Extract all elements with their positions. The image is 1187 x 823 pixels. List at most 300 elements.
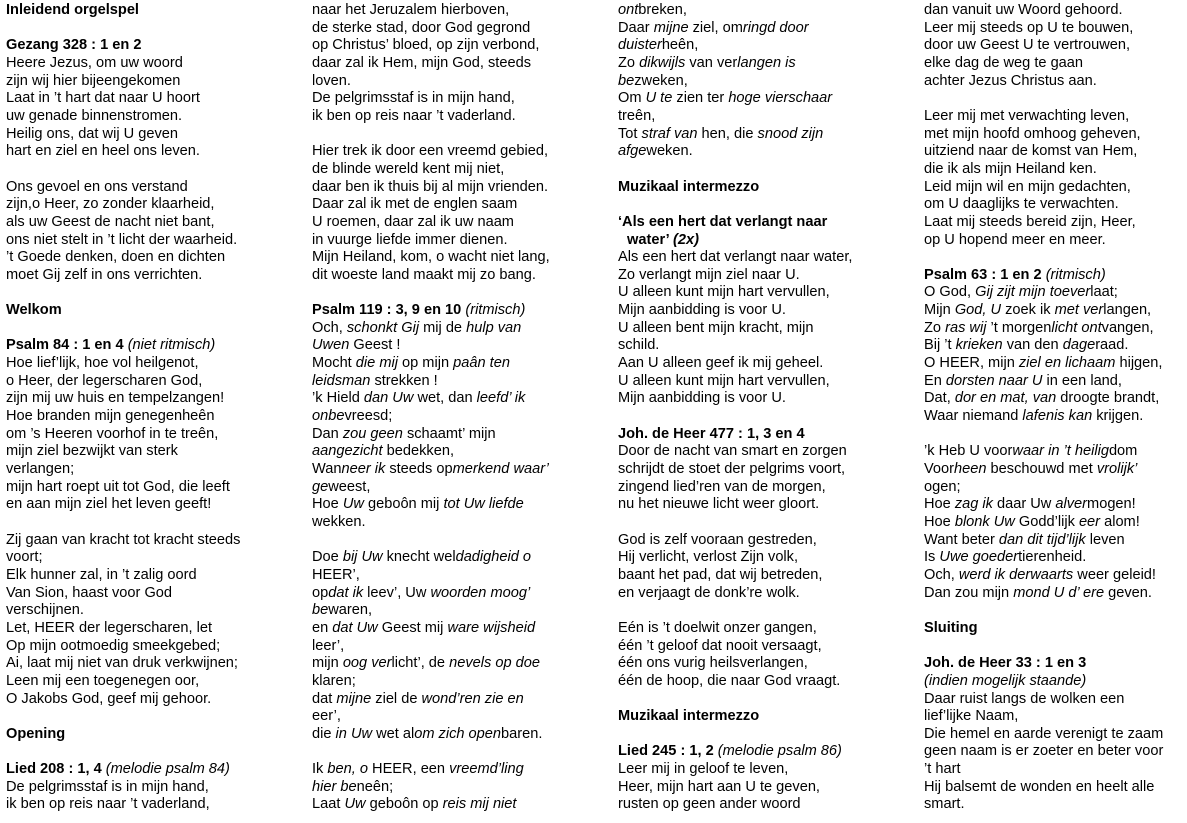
text-segment: Psalm 84 : 1 en 4 — [6, 337, 128, 354]
text-segment: alver — [1055, 496, 1088, 513]
text-line — [618, 37, 920, 55]
text-segment: ogen; — [924, 478, 961, 495]
text-segment: loven. — [312, 72, 351, 89]
text-line — [6, 761, 306, 779]
text-segment: Welkom — [6, 302, 62, 319]
text-segment: bij Uw — [342, 549, 383, 566]
text-line — [6, 620, 306, 638]
text-line — [312, 638, 614, 656]
text-segment: met mijn hoofd omhoog geheven, — [924, 125, 1141, 142]
blank-line — [312, 126, 614, 144]
text-segment: ben, o — [327, 761, 368, 778]
text-line — [6, 355, 306, 373]
text-line — [924, 337, 1186, 355]
text-segment: hen, die — [697, 125, 758, 142]
text-segment: Laat — [312, 796, 345, 813]
blank-line — [6, 320, 306, 338]
text-segment: treên, — [618, 107, 656, 124]
text-segment: dorsten naar U — [945, 372, 1043, 389]
text-line — [924, 779, 1186, 797]
text-line — [618, 249, 920, 267]
text-segment: leidsman — [312, 372, 371, 389]
text-line — [312, 179, 614, 197]
text-segment: mijne — [336, 690, 372, 707]
blank-line — [924, 426, 1186, 444]
text-line — [6, 638, 306, 656]
text-segment: eer — [1078, 513, 1101, 530]
text-segment: om U daaglijks te verwachten. — [924, 196, 1119, 213]
text-line — [6, 214, 306, 232]
text-line — [924, 302, 1186, 320]
text-segment: U roemen, daar zal ik uw naam — [312, 213, 514, 230]
text-segment: leev’, Uw — [363, 584, 431, 601]
text-segment: Uwe goeder — [939, 549, 1019, 566]
text-segment: licht ont — [1051, 319, 1102, 336]
text-line — [6, 426, 306, 444]
text-line — [924, 673, 1186, 691]
text-segment: Tot — [618, 125, 642, 142]
text-segment: Als een hert dat verlangt naar water, — [618, 249, 853, 266]
text-segment: Elk hunner zal, in ’t zalig oord — [6, 566, 197, 583]
text-line — [924, 390, 1186, 408]
text-segment: de blinde wereld kent mij niet, — [312, 160, 505, 177]
text-segment: Gezang 328 : 1 en 2 — [6, 37, 142, 54]
text-line — [618, 443, 920, 461]
text-segment: ’t Goede denken, doen en dichten — [6, 249, 226, 266]
text-segment: dom — [1108, 443, 1138, 460]
text-segment: Leid mijn wil en mijn gedachten, — [924, 178, 1131, 195]
text-line — [924, 232, 1186, 250]
text-line — [618, 549, 920, 567]
text-segment: op mijn — [397, 355, 454, 372]
text-segment: daar ben ik thuis bij al mijn vrienden. — [312, 178, 549, 195]
text-segment: zien ter — [672, 90, 729, 107]
text-segment: o Heer, der legerscharen God, — [6, 372, 203, 389]
text-segment: afge — [618, 143, 647, 160]
blank-line — [618, 161, 920, 179]
text-segment: Doe — [312, 549, 343, 566]
text-segment: Mijn aanbidding is voor U. — [618, 390, 786, 407]
text-segment: Mijn — [924, 302, 955, 319]
text-segment: die ik als mijn Heiland ken. — [924, 160, 1097, 177]
text-segment: breken, — [638, 2, 687, 18]
text-line — [924, 708, 1186, 726]
text-segment: naar het Jeruzalem hierboven, — [312, 2, 510, 18]
text-line — [6, 796, 306, 814]
text-segment: op Christus’ bloed, op zijn verbond, — [312, 37, 540, 54]
text-segment: Uw — [342, 496, 364, 513]
text-line — [312, 55, 614, 73]
text-line — [924, 284, 1186, 302]
text-line — [924, 761, 1186, 779]
text-line — [924, 20, 1186, 38]
text-segment: Joh. de Heer 477 : 1, 3 en 4 — [618, 425, 805, 442]
text-line — [618, 143, 920, 161]
text-line — [618, 267, 920, 285]
text-line — [312, 443, 614, 461]
text-segment: vreemd’ling — [449, 761, 524, 778]
text-segment: dat ik — [328, 584, 364, 601]
text-line — [312, 655, 614, 673]
text-line — [924, 2, 1186, 20]
text-segment: lafenis kan — [1022, 408, 1093, 425]
text-line — [618, 779, 920, 797]
text-segment: water’ — [627, 231, 673, 248]
text-line — [312, 232, 614, 250]
text-line — [924, 585, 1186, 603]
text-line — [312, 302, 614, 320]
text-segment: neên; — [356, 778, 394, 795]
text-line — [312, 355, 614, 373]
text-segment: ons niet stelt in ’t licht der waarheid. — [6, 231, 238, 248]
text-line — [312, 426, 614, 444]
section-heading — [6, 37, 306, 55]
text-segment: ik ben op reis naar ’t vaderland, — [6, 796, 210, 813]
text-line — [6, 143, 306, 161]
text-line — [312, 585, 614, 603]
text-line — [924, 496, 1186, 514]
text-segment: God, U — [954, 302, 1002, 319]
text-segment: dan dit tijd’lijk — [998, 531, 1086, 548]
text-segment: Van Sion, haast voor God — [6, 584, 173, 601]
text-line — [618, 655, 920, 673]
text-line — [6, 602, 306, 620]
text-line — [312, 779, 614, 797]
text-line — [924, 532, 1186, 550]
text-line — [6, 479, 306, 497]
text-segment: Mijn aanbidding is voor U. — [618, 302, 786, 319]
text-segment: Daar zal ik met de englen saam — [312, 196, 518, 213]
text-line — [924, 108, 1186, 126]
column-3 — [618, 2, 920, 814]
text-segment: ’t morgen — [986, 319, 1052, 336]
text-segment: Die hemel en aarde verenigt te zaam — [924, 725, 1164, 742]
text-segment: schaamt’ mijn — [402, 425, 496, 442]
text-line — [6, 496, 306, 514]
text-line — [312, 214, 614, 232]
text-segment: hulp van — [466, 319, 522, 336]
text-line — [6, 108, 306, 126]
text-segment: U te — [645, 90, 673, 107]
blank-line — [6, 20, 306, 38]
text-line — [618, 2, 920, 20]
text-line — [312, 37, 614, 55]
text-segment: van ver — [685, 54, 738, 71]
text-segment: rusten op geen ander woord — [618, 796, 801, 813]
text-segment: Ons gevoel en ons verstand — [6, 178, 188, 195]
text-line — [6, 532, 306, 550]
text-segment: ik ben op reis naar ’t vaderland. — [312, 107, 516, 124]
text-line — [312, 549, 614, 567]
text-segment: ware wijsheid — [447, 619, 536, 636]
text-line — [6, 390, 306, 408]
text-segment: wekken. — [312, 514, 366, 530]
text-segment: zou geen — [342, 425, 403, 442]
text-line — [312, 337, 614, 355]
text-line — [6, 90, 306, 108]
text-line — [618, 479, 920, 497]
text-segment: U alleen kunt mijn hart vervullen, — [618, 372, 830, 389]
text-segment: ’k Hield — [312, 390, 364, 407]
text-segment: mij de — [419, 319, 467, 336]
section-heading — [618, 179, 920, 197]
text-line — [312, 390, 614, 408]
text-line — [312, 161, 614, 179]
text-segment: Muzikaal intermezzo — [618, 178, 760, 195]
text-line — [924, 796, 1186, 814]
text-line — [924, 179, 1186, 197]
blank-line — [924, 638, 1186, 656]
text-segment: dit woeste land maakt mij zo bang. — [312, 266, 536, 283]
text-segment: schonkt Gij — [346, 319, 420, 336]
text-segment: Mijn Heiland, kom, o wacht niet lang, — [312, 249, 550, 266]
text-segment: licht’, de — [391, 655, 450, 672]
text-segment: Lied 245 : 1, 2 — [618, 743, 718, 760]
text-segment: knecht wel — [382, 549, 456, 566]
text-segment: mijn — [312, 655, 343, 672]
blank-line — [618, 196, 920, 214]
text-segment: schrijdt de stoet der pelgrims voort, — [618, 461, 846, 478]
text-line — [618, 761, 920, 779]
text-segment: die mij — [355, 355, 398, 372]
text-segment: Hoe — [924, 496, 955, 513]
text-segment: uitziend naar de komst van Hem, — [924, 143, 1138, 160]
text-segment: Godd’lijk — [1014, 513, 1079, 530]
blank-line — [6, 161, 306, 179]
text-segment: Hoe — [312, 496, 343, 513]
text-line — [924, 355, 1186, 373]
text-segment: Door de nacht van smart en zorgen — [618, 443, 847, 460]
text-line — [924, 267, 1186, 285]
text-segment: die — [312, 725, 336, 742]
text-segment: heen — [954, 461, 987, 478]
text-line — [312, 108, 614, 126]
text-line — [312, 673, 614, 691]
text-line — [618, 302, 920, 320]
text-segment: dan Uw — [363, 390, 414, 407]
text-segment: Voor — [924, 461, 955, 478]
blank-line — [618, 408, 920, 426]
text-segment: op — [312, 584, 329, 601]
text-segment: waar in ’t heilig — [1012, 443, 1109, 460]
text-segment: O HEER, mijn — [924, 355, 1019, 372]
text-line — [924, 479, 1186, 497]
text-segment: mogen! — [1087, 496, 1136, 513]
text-segment: de sterke stad, door God gegrond — [312, 19, 531, 36]
text-line — [924, 73, 1186, 91]
text-segment: Psalm 63 : 1 en 2 — [924, 266, 1046, 283]
text-line — [924, 408, 1186, 426]
text-segment: Opening — [6, 725, 66, 742]
text-line — [6, 549, 306, 567]
text-line — [6, 196, 306, 214]
text-line — [6, 691, 306, 709]
text-segment: Dat, — [924, 390, 955, 407]
text-segment: geboôn op — [365, 796, 443, 813]
text-segment: leven — [1085, 531, 1125, 548]
text-segment: alom! — [1100, 513, 1140, 530]
text-segment: Uw — [344, 796, 366, 813]
text-line — [6, 126, 306, 144]
text-line — [924, 461, 1186, 479]
text-line — [618, 284, 920, 302]
blank-line — [6, 743, 306, 761]
text-segment: Eén is ’t doelwit onzer gangen, — [618, 619, 817, 636]
text-segment: (melodie psalm 84) — [105, 761, 230, 778]
text-line — [618, 620, 920, 638]
text-line — [924, 691, 1186, 709]
text-segment: Daar ruist langs de wolken een — [924, 690, 1125, 707]
text-segment: zingend lied’ren van de morgen, — [618, 478, 826, 495]
text-segment: voort; — [6, 549, 43, 566]
blank-line — [6, 708, 306, 726]
text-segment: leer’, — [312, 637, 345, 654]
text-segment: Geest mij — [377, 619, 448, 636]
text-line — [618, 73, 920, 91]
text-segment: weer geleid! — [1073, 566, 1156, 583]
text-segment: Sluiting — [924, 619, 978, 636]
text-segment: hier be — [312, 778, 357, 795]
text-segment: tot Uw liefde — [443, 496, 524, 513]
text-segment: paân ten — [453, 355, 510, 372]
text-segment: U alleen bent mijn kracht, mijn — [618, 319, 814, 336]
text-segment: Dan zou mijn — [924, 584, 1014, 601]
text-segment: één de hoop, die naar God vraagt. — [618, 672, 841, 689]
text-segment: nevels op doe — [449, 655, 540, 672]
text-line — [6, 673, 306, 691]
text-segment: zijn mij uw huis en tempelzangen! — [6, 390, 225, 407]
text-segment: be — [312, 602, 329, 619]
text-segment: mijne — [653, 19, 689, 36]
text-segment: Heere Jezus, om uw woord — [6, 54, 183, 71]
text-segment: dadigheid o — [455, 549, 532, 566]
text-segment: Want beter — [924, 531, 999, 548]
blank-line — [6, 284, 306, 302]
text-segment: dan vanuit uw Woord gehoord. — [924, 2, 1123, 18]
text-segment: (ritmisch) — [1045, 266, 1106, 283]
text-segment: Heilig ons, dat wij U geven — [6, 125, 178, 142]
text-segment: mond U d’ ere — [1013, 584, 1105, 601]
text-segment: bedekken, — [382, 443, 454, 460]
text-segment: zoek ik — [1001, 302, 1055, 319]
text-segment: dikwijls — [639, 54, 686, 71]
text-line — [924, 126, 1186, 144]
text-segment: vreesd; — [344, 408, 393, 425]
text-line — [312, 196, 614, 214]
text-segment: straf van — [641, 125, 698, 142]
text-segment: Hoe branden mijn genegenheên — [6, 408, 215, 425]
text-segment: ras wij — [945, 319, 987, 336]
text-segment: Dan — [312, 425, 343, 442]
text-line — [618, 673, 920, 691]
text-segment: dage — [1062, 337, 1096, 354]
text-segment: ziel de — [371, 690, 422, 707]
blank-line — [618, 726, 920, 744]
text-segment: snood zijn — [757, 125, 824, 142]
text-segment: waren, — [328, 602, 373, 619]
text-segment: uw genade binnenstromen. — [6, 107, 183, 124]
text-line — [312, 73, 614, 91]
text-segment: langen, — [1103, 302, 1152, 319]
text-line — [924, 320, 1186, 338]
text-segment: ’t hart — [924, 761, 961, 778]
text-line — [924, 161, 1186, 179]
text-segment: leefd’ ik — [476, 390, 526, 407]
text-segment: Leer mij steeds op U te bouwen, — [924, 19, 1134, 36]
text-line — [312, 726, 614, 744]
text-line — [6, 567, 306, 585]
text-line — [924, 567, 1186, 585]
blank-line — [618, 691, 920, 709]
text-line — [618, 108, 920, 126]
text-line — [924, 373, 1186, 391]
text-line — [618, 638, 920, 656]
text-line — [618, 320, 920, 338]
column-2 — [312, 2, 614, 814]
text-segment: (ritmisch) — [465, 302, 526, 319]
text-segment: neer ik — [341, 461, 386, 478]
text-segment: zweken, — [634, 72, 688, 89]
text-line — [924, 214, 1186, 232]
text-segment: (indien mogelijk staande) — [924, 672, 1087, 689]
text-segment: langen is — [737, 54, 796, 71]
text-segment: be — [618, 72, 635, 89]
text-segment: Geest ! — [349, 337, 401, 354]
text-line — [618, 585, 920, 603]
text-segment: (2x) — [672, 231, 699, 248]
blank-line — [618, 602, 920, 620]
text-line — [312, 249, 614, 267]
text-segment: blonk Uw — [954, 513, 1015, 530]
text-segment: wet al — [372, 725, 415, 742]
text-segment: weest, — [328, 478, 371, 495]
text-line — [312, 708, 614, 726]
text-segment: Ik — [312, 761, 328, 778]
text-segment: in een land, — [1042, 372, 1122, 389]
text-line — [6, 585, 306, 603]
text-segment: Gij zijt mijn toever — [975, 284, 1091, 301]
text-segment: zijn,o Heer, zo zonder klaarheid, — [6, 196, 215, 213]
text-segment: ziel en lichaam — [1018, 355, 1116, 372]
text-segment: Leen mij een toegenegen oor, — [6, 672, 200, 689]
text-segment: Hoe — [924, 513, 955, 530]
text-segment: hart en ziel en heel ons leven. — [6, 143, 200, 160]
text-segment: Joh. de Heer 33 : 1 en 3 — [924, 655, 1087, 672]
text-segment: in vuurge liefde immer dienen. — [312, 231, 508, 248]
section-heading — [618, 708, 920, 726]
text-line — [924, 726, 1186, 744]
text-segment: beschouwd met — [986, 461, 1097, 478]
text-segment: en — [312, 619, 333, 636]
text-segment: door uw Geest U te vertrouwen, — [924, 37, 1131, 54]
text-line — [6, 179, 306, 197]
text-line — [618, 126, 920, 144]
text-line — [312, 567, 614, 585]
text-segment: Hij verlicht, verlost Zijn volk, — [618, 549, 799, 566]
text-line — [312, 479, 614, 497]
text-line — [312, 20, 614, 38]
text-segment: dat — [312, 690, 337, 707]
blank-line — [312, 284, 614, 302]
text-segment: één ons vurig heilsverlangen, — [618, 655, 808, 672]
text-line — [312, 796, 614, 814]
text-segment: als uw Geest de nacht niet bant, — [6, 213, 215, 230]
text-segment: eer’, — [312, 708, 341, 725]
text-line — [312, 90, 614, 108]
blank-line — [924, 602, 1186, 620]
text-segment: Muzikaal intermezzo — [618, 708, 760, 725]
text-segment: verschijnen. — [6, 602, 84, 619]
